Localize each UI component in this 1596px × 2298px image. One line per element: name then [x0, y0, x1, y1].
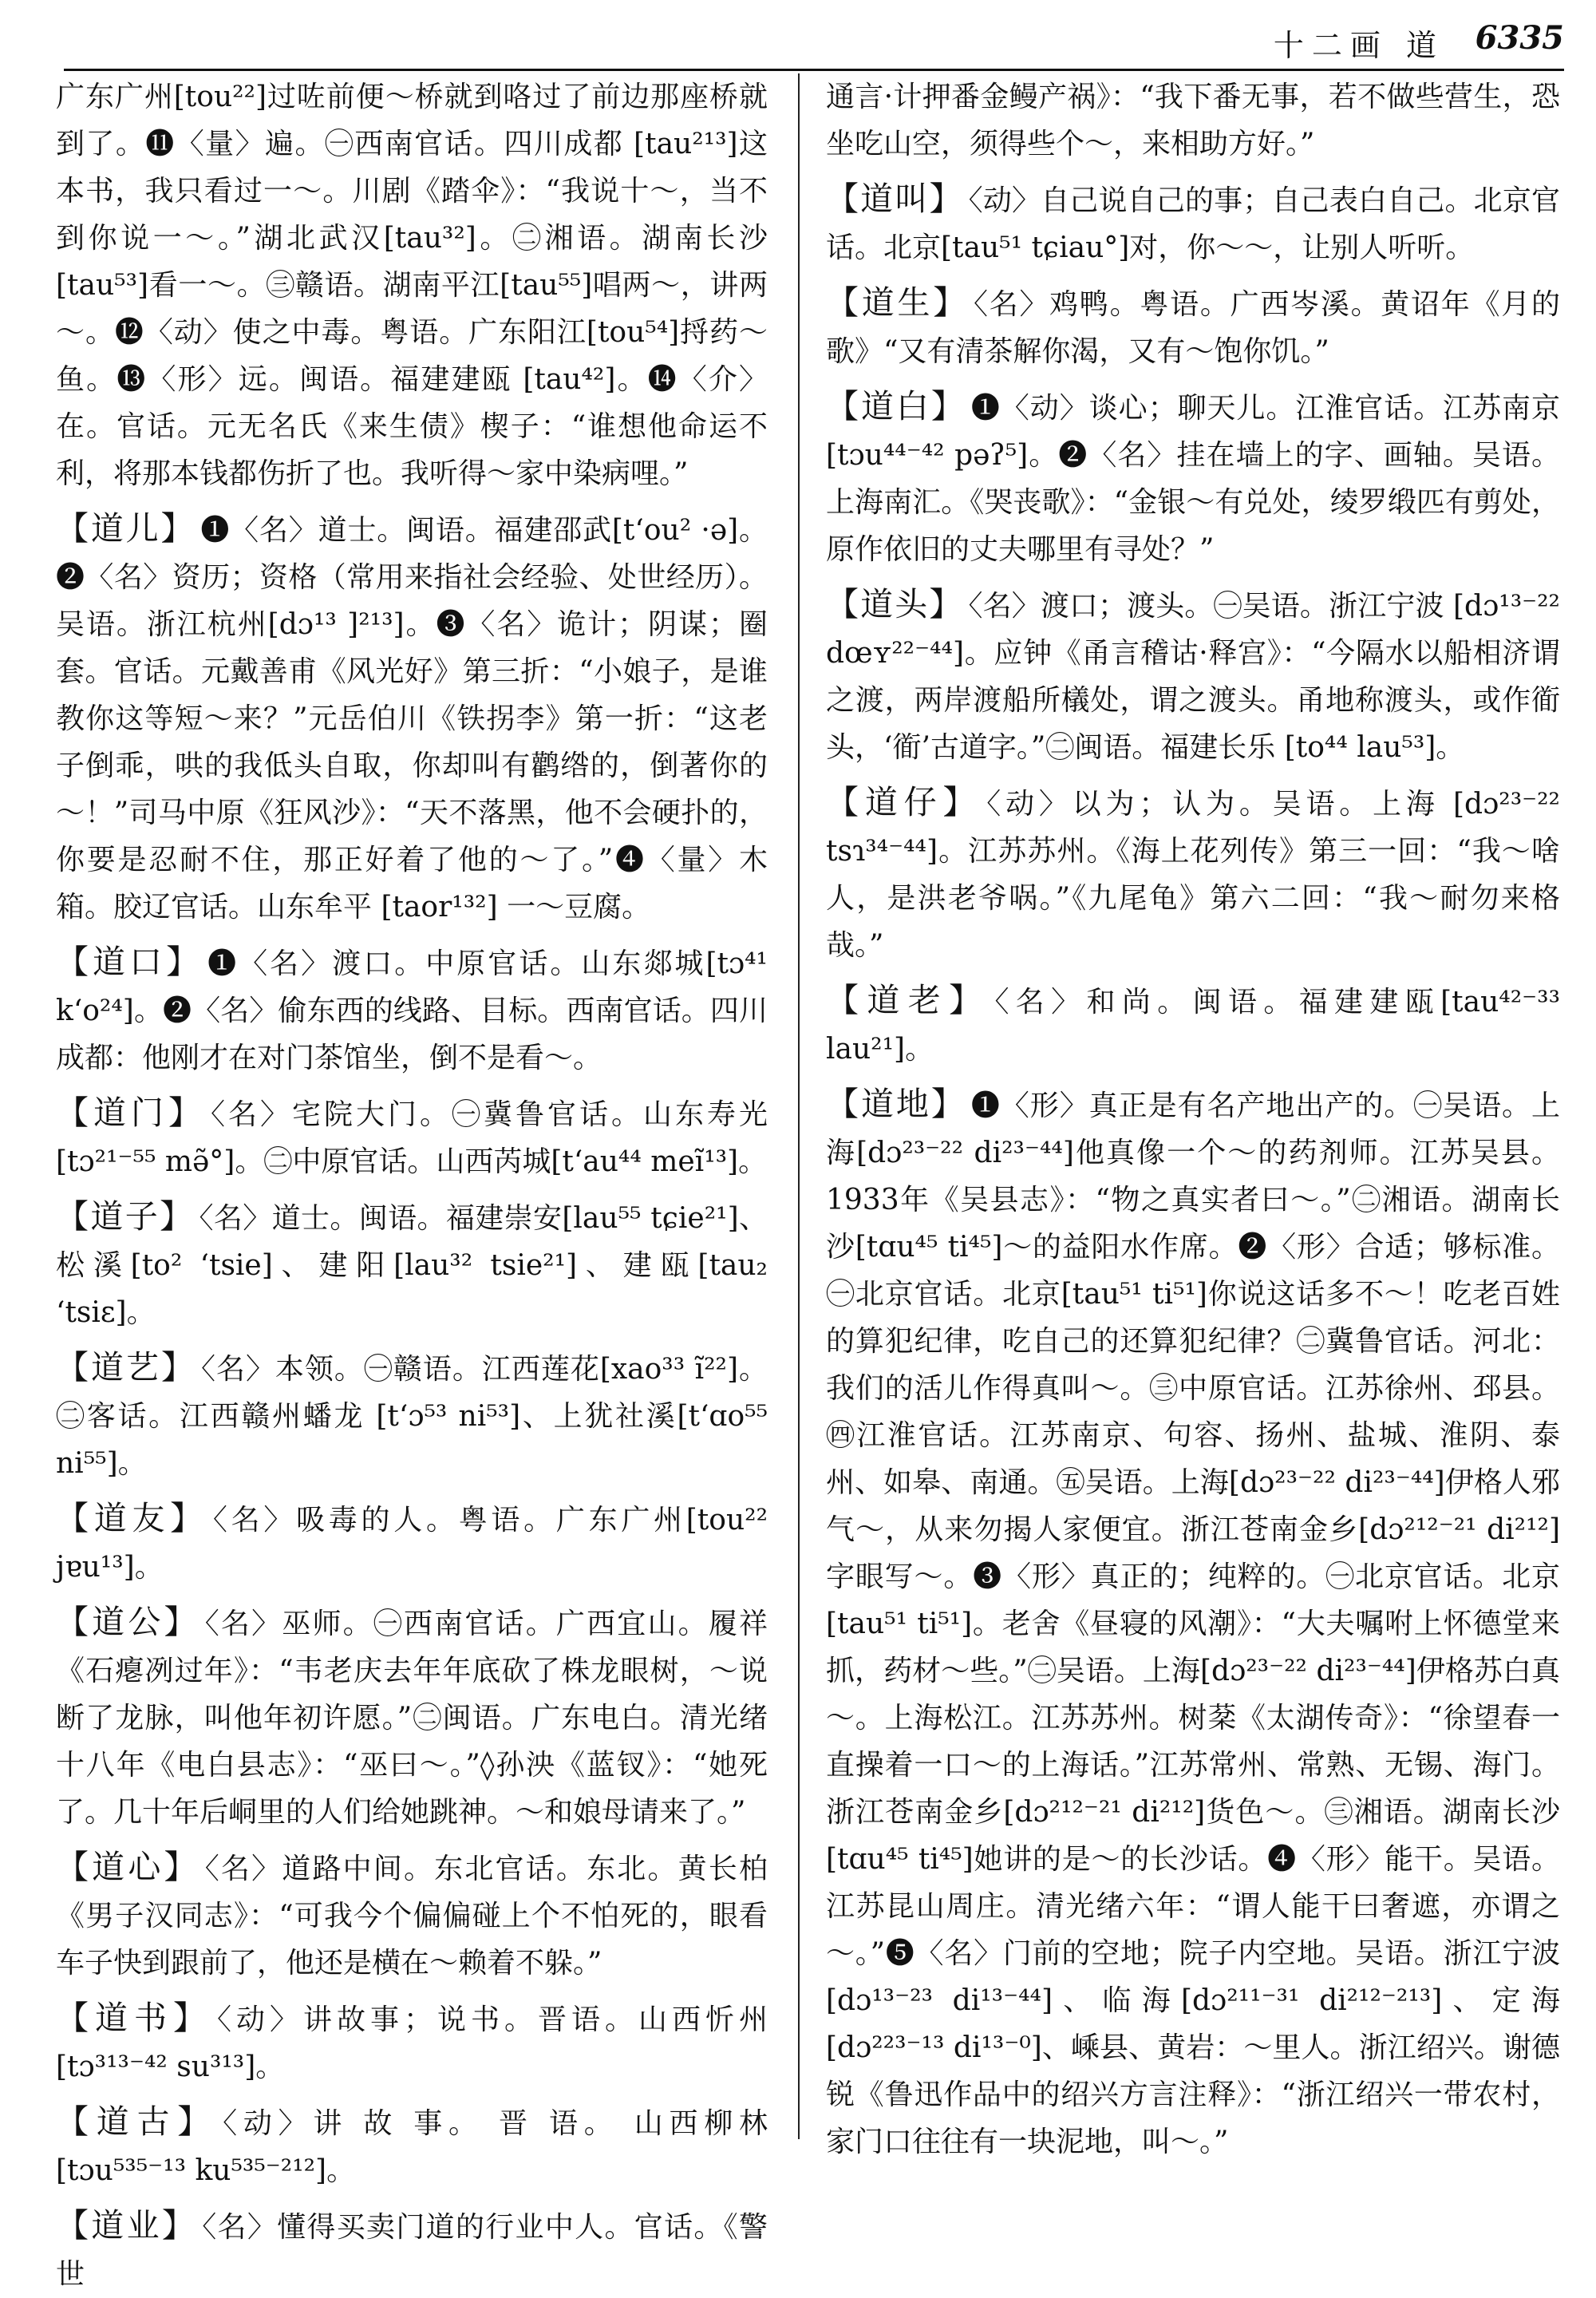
entry-text: 〈名〉鸡鸭。粤语。广西岑溪。黄诏年《月的歌》“又有清茶解你渴，又有～饱你饥。” — [826, 288, 1560, 368]
left-column — [56, 73, 768, 2291]
headword: 【道老】 — [826, 981, 990, 1019]
entry-text: ❶〈名〉道士。闽语。福建邵武[tʻou² ·ə]。❷〈名〉资历；资格（常用来指社会经验、处世经历）。吴语。浙江杭州[dɔ¹³ ]²¹³]。❸〈名〉诡计；阴谋；圈套。官话。元戴善甫《风光好》第三折：“小娘子，是谁教你这等短～来？”元岳伯川《铁拐李》第一折：“这老子倒乖，哄的我低头自取，你却叫有鹳绺的，倒著你的～！”司马中原《狂风沙》：“天不落黑，他不会硬扑的，你要是忍耐不住，那正好着了他的～了。”❹〈量〉木箱。胶辽官话。山东牟平 [taor¹³²] 一～豆腐。 — [56, 514, 768, 924]
headword: 【道古】 — [56, 2102, 219, 2141]
headword: 【道公】 — [56, 1603, 200, 1641]
entry-daojiao — [826, 176, 1560, 271]
page-header — [64, 16, 1564, 72]
entry-daogong — [56, 1599, 768, 1836]
entry-daoyou — [56, 1495, 768, 1591]
entry-daoyi — [56, 1344, 768, 1487]
entry-daolao — [826, 977, 1560, 1073]
entry-text: 〈名〉懂得买卖门道的行业中人。官话。《警世 — [56, 2211, 768, 2291]
page-number: 6335 — [1475, 19, 1564, 57]
headword: 【道白】 — [826, 387, 966, 425]
entry-text: 〈动〉讲故事；说书。晋语。山西忻州 [tɔ³¹³⁻⁴² su³¹³]。 — [56, 2003, 768, 2083]
entry-continuation — [826, 73, 1560, 168]
headword: 【道叫】 — [826, 180, 964, 218]
entry-daobai — [826, 383, 1560, 573]
entry-daosheng — [826, 279, 1560, 375]
entry-daomen — [56, 1090, 768, 1185]
headword: 【道仔】 — [826, 783, 982, 821]
entry-text: ❶〈动〉谈心；聊天儿。江淮官话。江苏南京[tɔu⁴⁴⁻⁴² pəʔ⁵]。❷〈名〉挂在墙上的字、画轴。吴语。上海南汇。《哭丧歌》：“金银～有兑处，绫罗缎匹有剪处，原作依旧的丈夫哪里有寻处？” — [826, 392, 1560, 566]
entry-daokou — [56, 939, 768, 1082]
entry-continuation — [56, 73, 768, 497]
entry-daogu — [56, 2098, 768, 2194]
headword: 【道生】 — [826, 283, 969, 322]
headword: 【道口】 — [56, 943, 203, 981]
entry-daotou — [826, 581, 1560, 771]
entry-text: 〈名〉道士。闽语。福建崇安[lau⁵⁵ tɕie²¹]、松溪[to² ʻtsie]、建阳[lau³² tsie²¹]、建瓯[tau₂ ʻtsiɛ]。 — [56, 1202, 768, 1329]
entry-text: 〈名〉渡口；渡头。㊀吴语。浙江宁波 [dɔ¹³⁻²² dœʏ²²⁻⁴⁴]。应钟《甬言稽诂·释宫》：“今隔水以船相济谓之渡，两岸渡船所檥处，谓之渡头。甬地称渡头，或作衜头，‘衜’古道字。”㊁闽语。福建长乐 [to⁴⁴ lau⁵³]。 — [826, 590, 1560, 764]
entry-text: 通言·计押番金鳗产祸》：“我下番无事，若不做些营生，恐坐吃山空，须得些个～，来相助方好。” — [826, 81, 1560, 160]
headword: 【道艺】 — [56, 1348, 196, 1386]
right-column — [826, 73, 1560, 2158]
entry-text: 〈动〉以为；认为。吴语。上海 [dɔ²³⁻²² tsɿ³⁴⁻⁴⁴]。江苏苏州。《海上花列传》第三一回：“我～啥人，是洪老爷㖞。”《九尾龟》第六二回：“我～耐勿来格哉。” — [826, 788, 1560, 962]
entry-text: 〈名〉宅院大门。㊀冀鲁官话。山东寿光[tɔ²¹⁻⁵⁵ mə̃°]。㊁中原官话。山西芮城[tʻau⁴⁴ meĩ¹³]。 — [56, 1098, 768, 1178]
entry-text: 〈名〉道路中间。东北官话。东北。黄长柏《男子汉同志》：“可我今个偏偏碰上个不怕死的，眼看车子快到跟前了，他还是横在～赖着不躲。” — [56, 1853, 768, 1980]
headword: 【道儿】 — [56, 509, 196, 548]
entry-text: 〈名〉巫师。㊀西南官话。广西宜山。履祥《石瘪冽过年》：“韦老庆去年年底砍了株龙眼树，～说断了龙脉，叫他年初许愿。”㊁闽语。广东电白。清光绪十八年《电白县志》：“巫曰～。”◊孙泱《蓝钗》：“她死了。几十年后峒里的人们给她跳神。～和娘母请来了。” — [56, 1608, 768, 1829]
headword: 【道地】 — [826, 1085, 966, 1123]
entry-text: 〈动〉讲 故 事。 晋 语。 山西柳林 [tɔu⁵³⁵⁻¹³ ku⁵³⁵⁻²¹²]。 — [56, 2107, 768, 2187]
headword: 【道门】 — [56, 1094, 206, 1132]
entry-daozai — [826, 779, 1560, 969]
entry-daodi — [826, 1081, 1560, 2165]
entry-daozi — [56, 1193, 768, 1336]
entry-daoye — [56, 2202, 768, 2298]
entry-daoshu — [56, 1995, 768, 2090]
running-head: 十二画 道 — [1273, 28, 1444, 63]
entry-text: 〈名〉本领。㊀赣语。江西莲花[xao³³ ĩ²²]。㊁客话。江西赣州蟠龙 [tʻɔ⁵³ ni⁵³]、上犹社溪[tʻɑo⁵⁵ ni⁵⁵]。 — [56, 1353, 768, 1480]
column-divider — [798, 73, 800, 2139]
entry-text: 〈动〉自己说自己的事；自己表白自己。北京官话。北京[tau⁵¹ tɕiau°]对，你～～，让别人听听。 — [826, 184, 1560, 264]
headword: 【道头】 — [826, 585, 964, 623]
entry-text: 〈名〉和尚。闽语。福建建瓯[tau⁴²⁻³³ lau²¹]。 — [826, 986, 1560, 1066]
entry-daoxin — [56, 1844, 768, 1987]
headword: 【道书】 — [56, 1999, 212, 2037]
headword: 【道心】 — [56, 1848, 200, 1886]
entry-text: ❶〈名〉渡口。中原官话。山东郯城[tɔ⁴¹ kʻo²⁴]。❷〈名〉偷东西的线路、目标。西南官话。四川成都：他刚才在对门茶馆坐，倒不是看～。 — [56, 947, 768, 1074]
headword: 【道业】 — [56, 2206, 198, 2245]
entry-text: ❶〈形〉真正是有名产地出产的。㊀吴语。上海[dɔ²³⁻²² di²³⁻⁴⁴]他真像一个～的药剂师。江苏吴县。1933年《吴县志》：“物之真实者曰～。”㊁湘语。湖南长沙[tɑu⁴⁵ ti⁴⁵]～的益阳水作席。❷〈形〉合适；够标准。㊀北京官话。北京[tau⁵¹ ti⁵¹]你说这话多不～！吃老百姓的算犯纪律，吃自己的还算犯纪律？㊁冀鲁官话。河北：我们的活儿作得真叫～。㊂中原官话。江苏徐州、邳县。㊃江淮官话。江苏南京、句容、扬州、盐城、淮阴、泰州、如皋、南通。㊄吴语。上海[dɔ²³⁻²² di²³⁻⁴⁴]伊格人邪气～，从来勿揭人家便宜。浙江苍南金乡[dɔ²¹²⁻²¹ di²¹²]字眼写～。❸〈形〉真正的；纯粹的。㊀北京官话。北京[tau⁵¹ ti⁵¹]。老舍《昼寝的风潮》：“大夫嘱咐上怀德堂来抓，药材～些。”㊁吴语。上海[dɔ²³⁻²² di²³⁻⁴⁴]伊格苏白真～。上海松江。江苏苏州。树棻《太湖传奇》：“徐望春一直操着一口～的上海话。”江苏常州、常熟、无锡、海门。浙江苍南金乡[dɔ²¹²⁻²¹ di²¹²]货色～。㊂湘语。湖南长沙[tɑu⁴⁵ ti⁴⁵]她讲的是～的长沙话。❹〈形〉能干。吴语。江苏昆山周庄。清光绪六年：“谓人能干曰奢遮，亦谓之～。”❺〈名〉门前的空地；院子内空地。吴语。浙江宁波[dɔ¹³⁻²³ di¹³⁻⁴⁴]、临海[dɔ²¹¹⁻³¹ di²¹²⁻²¹³]、定海[dɔ²²³⁻¹³ di¹³⁻⁰]、嵊县、黄岩：～里人。浙江绍兴。谢德锐《鲁迅作品中的绍兴方言注释》：“浙江绍兴一带农村，家门口往往有一块泥地，叫～。” — [826, 1090, 1560, 2158]
entry-text: 〈名〉吸毒的人。粤语。广东广州[tou²² jɐu¹³]。 — [56, 1504, 768, 1584]
entry-text: 广东广州[tou²²]过咗前便～桥就到咯过了前边那座桥就到了。⓫〈量〉遍。㊀西南官话。四川成都 [tau²¹³]这本书，我只看过一～。川剧《踏伞》：“我说十～，当不到你说一～。”湖北武汉[tau³²]。㊁湘语。湖南长沙[tau⁵³]看一～。㊂赣语。湖南平江[tau⁵⁵]唱两～，讲两～。⓬〈动〉使之中毒。粤语。广东阳江[tou⁵⁴]捋药～鱼。⓭〈形〉远。闽语。福建建瓯 [tau⁴²]。⓮〈介〉在。官话。元无名氏《来生债》楔子：“谁想他命运不利，将那本钱都伤折了也。我听得～家中染病哩。” — [56, 81, 768, 490]
header-rule — [64, 69, 1564, 71]
headword: 【道子】 — [56, 1197, 195, 1236]
entry-daoer — [56, 505, 768, 931]
headword: 【道友】 — [56, 1499, 208, 1537]
